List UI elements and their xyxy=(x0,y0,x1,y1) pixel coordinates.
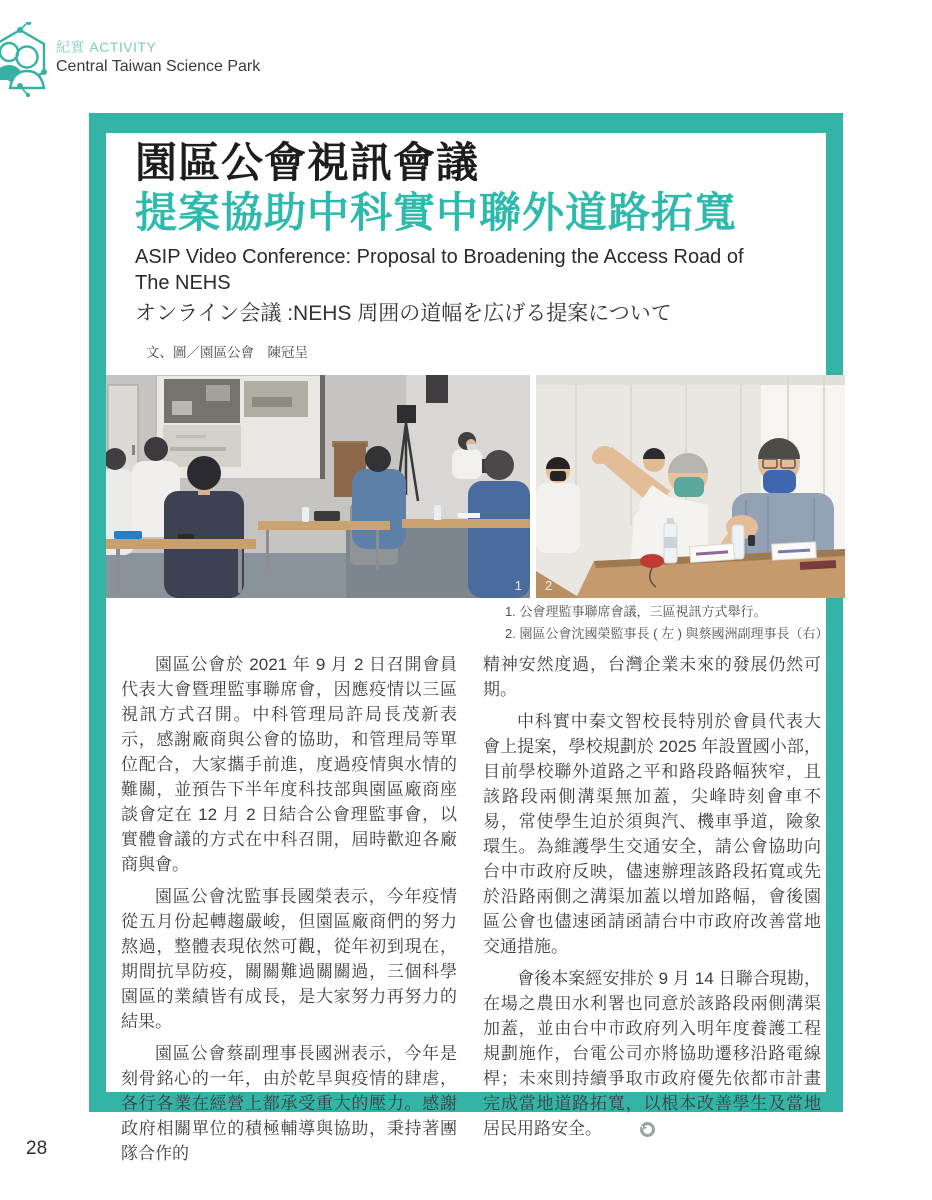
category-label xyxy=(56,38,260,56)
article-title-japanese: オンライン会議 :NEHS 周囲の道幅を広げる提案について xyxy=(135,302,672,325)
category-en: ACTIVITY xyxy=(89,39,157,55)
paragraph: 園區公會於 2021 年 9 月 2 日召開會員代表大會暨理監事聯席會，因應疫情以三區視訊方式召開。中科管理局許局長茂新表示，感謝廠商與公會的協助，和管理局等單位配合，大家攜手前進，度過疫情與水情的難關，並預告下半年度科技部與園區廠商座談會定在 12 月 2 日結合公會理監事會，以實體會議的方式在中科召開，屆時歡迎各廠商與會。 xyxy=(121,655,457,874)
body-column-right xyxy=(483,652,821,1151)
paragraph-text: 會後本案經安排於 9 月 14 日聯合現勘，在場之農田水利署也同意於該路段兩側溝渠加蓋，並由台中市政府列入明年度養護工程規劃施作，台電公司亦將協助遷移沿路電線桿；未來則持續爭取市政府優先依都市計畫完成當地道路拓寬，以根本改善學生及當地居民用路安全。 xyxy=(483,969,821,1138)
body-column-left xyxy=(121,652,457,1173)
article-title: 園區公會視訊會議 xyxy=(135,139,480,186)
paragraph xyxy=(483,966,821,1144)
organization-label: Central Taiwan Science Park xyxy=(56,58,261,75)
photo-captions xyxy=(505,601,835,645)
article-title-english: ASIP Video Conference: Proposal to Broadening the Access Road of The NEHS xyxy=(135,246,744,294)
caption-item: 1. 公會理監事聯席會議，三區視訊方式舉行。 xyxy=(505,604,767,619)
article-title-block xyxy=(135,138,795,327)
page-header xyxy=(0,20,360,100)
article-subtitle: 提案協助中科實中聯外道路拓寬 xyxy=(135,189,738,236)
conference-room-illustration xyxy=(106,375,530,598)
activity-people-hexagon-icon xyxy=(0,22,52,107)
photo-number-label: 2 xyxy=(545,578,553,593)
paragraph: 園區公會沈監事長國榮表示，今年疫情從五月份起轉趨嚴峻，但園區廠商們的努力熬過，整體表現依然可觀，從年初到現在，期間抗旱防疫，關關難過關關過，三個科學園區的業績皆有成長，是大家努力再努力的結果。 xyxy=(121,887,457,1031)
photo-conference-room xyxy=(106,375,530,598)
paragraph: 精神安然度過，台灣企業未來的發展仍然可期。 xyxy=(483,655,821,699)
caption-item: 2. 園區公會沈國榮監事長 ( 左 ) 與蔡國洲副理事長（右） xyxy=(505,626,829,641)
photo-officials-closeup xyxy=(536,375,845,598)
photo-number-label: 1 xyxy=(514,578,522,593)
byline: 文、圖／園區公會 陳冠呈 xyxy=(146,345,308,360)
paragraph: 園區公會蔡副理事長國洲表示，今年是刻骨銘心的一年，由於乾旱與疫情的肆虐，各行各業在經營上都承受重大的壓力。感謝政府相關單位的積極輔導與協助，秉持著團隊合作的 xyxy=(121,1044,457,1163)
officials-closeup-illustration xyxy=(536,375,845,598)
category-zh: 紀實 xyxy=(56,39,85,55)
article-end-icon xyxy=(606,1119,655,1144)
paragraph: 中科實中秦文智校長特別於會員代表大會上提案，學校規劃於 2025 年設置國小部，目前學校聯外道路之平和路段路幅狹窄，且該路段兩側溝渠無加蓋，尖峰時刻會車不易，常使學生迫於須與汽、機車爭道，險象環生。為維護學生交通安全，請公會協助向台中市政府反映，儘速辦理該路段拓寬或先於沿路兩側之溝渠加蓋以增加路幅，會後園區公會也儘速函請函請台中市政府改善當地交通措施。 xyxy=(483,712,821,956)
page-number: 28 xyxy=(26,1138,48,1159)
